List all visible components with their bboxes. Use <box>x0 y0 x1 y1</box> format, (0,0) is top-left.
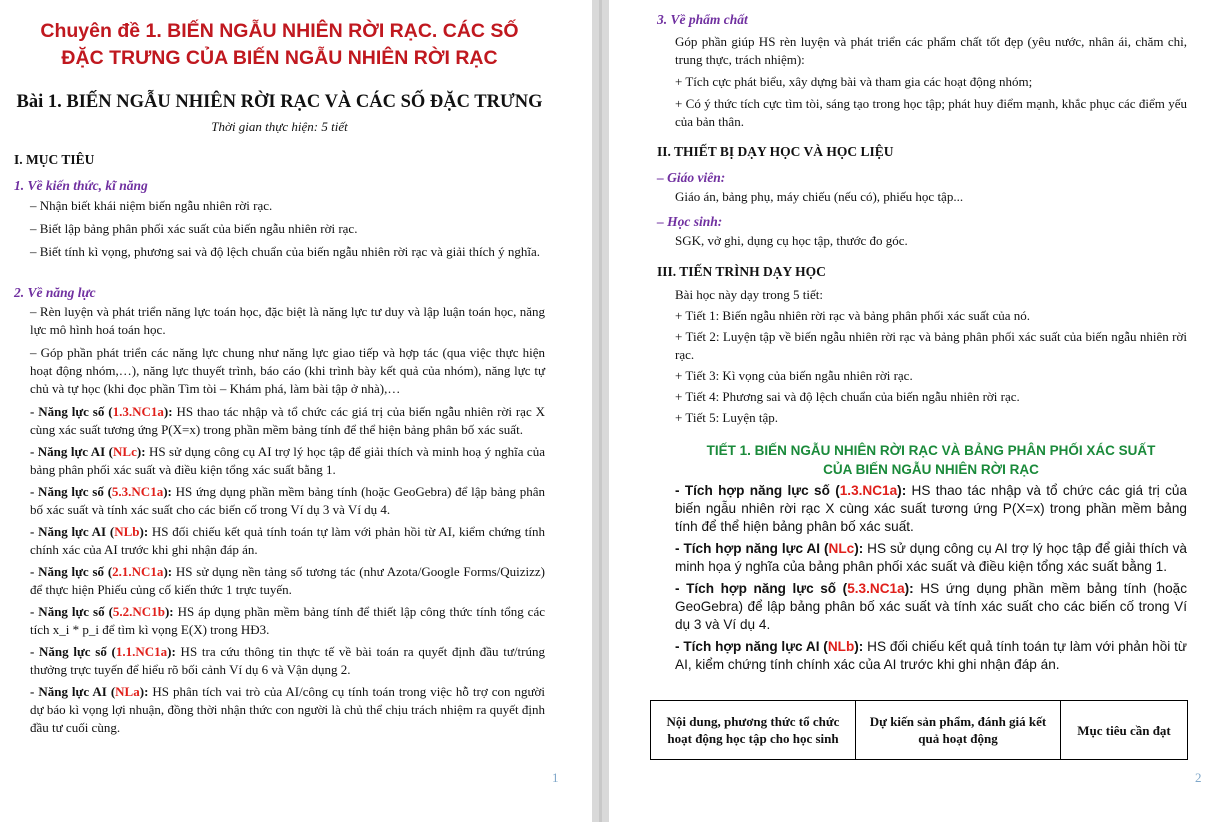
competence-description: HS đối chiếu kết quả tính toán tự làm với phản hồi từ AI, kiểm chứng tính chính xác của AI trước khi ghi nhận đáp án. <box>30 524 545 557</box>
lesson-time: Thời gian thực hiện: 5 tiết <box>211 119 348 134</box>
competence-item <box>675 580 1187 634</box>
competence-label-end: ): <box>164 604 174 619</box>
document-page-2 <box>609 0 1217 822</box>
competence-code: 1.1.NC1a <box>115 644 168 659</box>
competence-label: - Tích hợp năng lực AI ( <box>675 541 829 556</box>
competence-label-end: ): <box>163 564 173 579</box>
competence-label: - Năng lực số ( <box>30 644 116 659</box>
subheading-quality: 3. Về phẩm chất <box>657 12 748 27</box>
competence-item <box>675 540 1187 576</box>
competence-label: - Năng lực số ( <box>30 604 113 619</box>
process-item: + Tiết 4: Phương sai và độ lệch chuẩn của biến ngẫu nhiên rời rạc. <box>675 389 1020 404</box>
table-header-cell: Nội dung, phương thức tổ chức hoạt động học tập cho học sinh <box>651 701 856 760</box>
competence-label: - Tích hợp năng lực số ( <box>675 581 848 596</box>
competence-label: - Năng lực số ( <box>30 404 113 419</box>
competence-item <box>30 523 545 559</box>
process-item: + Tiết 1: Biến ngẫu nhiên rời rạc và bảng phân phối xác suất của nó. <box>675 308 1031 323</box>
chapter-title <box>14 18 545 72</box>
competence-label-end: ): <box>163 404 173 419</box>
competence-label-end: ): <box>854 639 864 654</box>
competence-description: HS ứng dụng phần mềm bảng tính (hoặc GeoGebra) để lập bảng phân bố xác suất và tính xác suất cho các biến cố trong Ví dụ 3 và Ví dụ 4. <box>675 581 1187 632</box>
competence-code: NLb <box>827 639 855 654</box>
competence-general-item: – Góp phần phát triển các năng lực chung như năng lực giao tiếp và hợp tác (qua việc thực hiện hoạt động nhóm,…), năng lực thuyết trình, báo cáo (khi trình bày kết quả của nhóm), năng lực tự chủ và tự học (khi đọc phần Tìm tòi – Khám phá, làm bài tập ở nhà),… <box>30 345 545 396</box>
knowledge-item: – Biết lập bảng phân phối xác suất của biến ngẫu nhiên rời rạc. <box>30 221 358 236</box>
section-heading-process: III. TIẾN TRÌNH DẠY HỌC <box>657 264 826 279</box>
competence-item <box>30 603 545 639</box>
quality-item: Góp phần giúp HS rèn luyện và phát triển các phẩm chất tốt đẹp (yêu nước, nhân ái, chăm chỉ, trung thực, trách nhiệm): <box>675 34 1187 67</box>
process-item: + Tiết 5: Luyện tập. <box>675 410 779 425</box>
table-header-cell: Dự kiến sản phẩm, đánh giá kết quả hoạt động <box>856 701 1061 760</box>
competence-label: - Năng lực số ( <box>30 484 112 499</box>
process-item: + Tiết 2: Luyện tập về biến ngẫu nhiên rời rạc và bảng phân phối xác suất của biến ngẫu nhiên rời rạc. <box>675 329 1187 362</box>
table-header-row <box>651 701 1188 760</box>
quality-item: + Có ý thức tích cực tìm tòi, sáng tạo trong học tập; phát huy điểm mạnh, khắc phục các điểm yếu của bản thân. <box>675 96 1187 129</box>
competence-item <box>675 638 1187 674</box>
competence-code: NLc <box>828 541 855 556</box>
period-title-line-2: CỦA BIẾN NGẪU NHIÊN RỜI RẠC <box>823 462 1039 477</box>
competence-label: - Năng lực số ( <box>30 564 113 579</box>
competence-description: HS tra cứu thông tin thực tế về bài toán ra quyết định đầu tư/trúng thưởng trực tuyến để hiểu rõ bối cảnh Ví dụ 6 và Vận dụng 2. <box>30 644 545 677</box>
process-item: + Tiết 3: Kì vọng của biến ngẫu nhiên rời rạc. <box>675 368 913 383</box>
competence-code: 5.2.NC1b <box>112 604 165 619</box>
competence-description: HS sử dụng nền tảng số tương tác (như Azota/Google Forms/Quizizz) để thực hiện Phiếu củng cố kiến thức 1 trực tuyến. <box>30 564 545 597</box>
chapter-title-line-2: ĐẶC TRƯNG CỦA BIẾN NGẪU NHIÊN RỜI RẠC <box>61 47 498 69</box>
competence-description: HS sử dụng công cụ AI trợ lý học tập để giải thích và minh hoạ ý nghĩa của bảng phân phối xác suất và điều kiện tổng xác suất bằng 1. <box>30 444 545 477</box>
competence-description: HS thao tác nhập và tổ chức các giá trị của biến ngẫu nhiên rời rạc X cùng xác suất tương ứng P(X=x) trong phần mềm bảng tính để thể hiện bảng phân bố xác suất. <box>30 404 545 437</box>
quality-list <box>675 33 1187 131</box>
subheading-student: – Học sinh: <box>657 214 723 229</box>
competence-item <box>30 483 545 519</box>
competence-description: HS sử dụng công cụ AI trợ lý học tập để giải thích và minh họa ý nghĩa của bảng phân phối xác suất và điều kiện tổng xác suất bằng 1. <box>675 541 1187 574</box>
competence-code: 5.3.NC1a <box>111 484 164 499</box>
competence-code: NLb <box>114 524 140 539</box>
page-number: 1 <box>552 770 559 785</box>
competence-label-end: ): <box>163 484 172 499</box>
knowledge-item: – Biết tính kì vọng, phương sai và độ lệch chuẩn của biến ngẫu nhiên rời rạc và giải thích ý nghĩa. <box>30 244 540 259</box>
competence-description: HS đối chiếu kết quả tính toán tự làm với phản hồi từ AI, kiểm chứng tính chính xác của AI trước khi ghi nhận đáp án. <box>675 639 1187 672</box>
competence-description: HS ứng dụng phần mềm bảng tính (hoặc GeoGebra) để lập bảng phân bố xác suất và tính xác suất cho các biến cố trong Ví dụ 3 và Ví dụ 4. <box>30 484 545 517</box>
competence-code: 1.3.NC1a <box>839 483 898 498</box>
table-header-cell: Mục tiêu cần đạt <box>1061 701 1188 760</box>
competence-label-end: ): <box>139 684 149 699</box>
competence-label-end: ): <box>854 541 864 556</box>
subheading-knowledge: 1. Về kiến thức, kĩ năng <box>14 178 148 193</box>
competence-item <box>30 403 545 439</box>
subheading-teacher: – Giáo viên: <box>657 170 726 185</box>
knowledge-item: – Nhận biết khái niệm biến ngẫu nhiên rời rạc. <box>30 198 273 213</box>
competence-label-end: ): <box>897 483 907 498</box>
subheading-competence: 2. Về năng lực <box>14 285 96 300</box>
competence-label-end: ): <box>139 524 149 539</box>
integration-list <box>675 482 1187 678</box>
document-page-1 <box>0 0 592 822</box>
section-heading-equipment: II. THIẾT BỊ DẠY HỌC VÀ HỌC LIỆU <box>657 144 894 159</box>
competence-code: 5.3.NC1a <box>847 581 905 596</box>
competence-item <box>30 563 545 599</box>
competence-label: - Năng lực AI ( <box>30 524 115 539</box>
lesson-title: Bài 1. BIẾN NGẪU NHIÊN RỜI RẠC VÀ CÁC SỐ ĐẶC TRƯNG <box>16 92 543 112</box>
page-separator <box>592 0 609 822</box>
page-number: 2 <box>1195 770 1202 785</box>
competence-description: HS áp dụng phần mềm bảng tính để thiết lập công thức tính tổng các tích x_i * p_i để tìm kì vọng E(X) trong HĐ3. <box>30 604 545 637</box>
competence-label: - Năng lực AI ( <box>30 684 116 699</box>
competence-general-item: – Rèn luyện và phát triển năng lực toán học, đặc biệt là năng lực tư duy và lập luận toán học, năng lực mô hình hoá toán học. <box>30 304 545 337</box>
competence-code: NLa <box>115 684 140 699</box>
competence-item <box>30 643 545 679</box>
competence-code: NLc <box>113 444 137 459</box>
competence-item <box>675 482 1187 536</box>
knowledge-list <box>30 197 545 261</box>
teacher-materials: Giáo án, bảng phụ, máy chiếu (nếu có), phiếu học tập... <box>675 189 964 204</box>
period-title <box>675 441 1187 479</box>
competence-label: - Tích hợp năng lực số ( <box>675 483 840 498</box>
competence-item <box>30 443 545 479</box>
competence-label-end: ): <box>167 644 176 659</box>
competence-description: HS thao tác nhập và tổ chức các giá trị của biến ngẫu nhiên rời rạc X cùng xác suất tương ứng P(X=x) trong phần mềm bảng tính để thể hiện bảng phân bố xác suất. <box>675 483 1187 534</box>
lesson-plan-table <box>650 700 1188 760</box>
quality-item: + Tích cực phát biểu, xây dựng bài và tham gia các hoạt động nhóm; <box>675 74 1033 89</box>
process-list <box>675 286 1187 427</box>
competence-label: - Năng lực AI ( <box>30 444 114 459</box>
section-heading-objectives: I. MỤC TIÊU <box>14 152 95 167</box>
competence-item <box>30 683 545 737</box>
chapter-title-line-1: Chuyên đề 1. BIẾN NGẪU NHIÊN RỜI RẠC. CÁC SỐ <box>40 20 519 42</box>
competence-code: 1.3.NC1a <box>112 404 164 419</box>
competence-label: - Tích hợp năng lực AI ( <box>675 639 828 654</box>
process-item: Bài học này dạy trong 5 tiết: <box>675 287 824 302</box>
competence-label-end: ): <box>904 581 914 596</box>
competence-list <box>30 303 545 741</box>
competence-label-end: ): <box>136 444 146 459</box>
student-materials: SGK, vở ghi, dụng cụ học tập, thước đo góc. <box>675 233 908 248</box>
competence-description: HS phân tích vai trò của AI/công cụ tính toán trong việc hỗ trợ con người dự báo kì vọng lợi nhuận, đồng thời nhận thức con người là chủ thể chịu trách nhiệm ra quyết định đầu tư cuối cùng. <box>30 684 545 735</box>
period-title-line-1: TIẾT 1. BIẾN NGẪU NHIÊN RỜI RẠC VÀ BẢNG PHÂN PHỐI XÁC SUẤT <box>706 443 1156 458</box>
competence-code: 2.1.NC1a <box>112 564 164 579</box>
